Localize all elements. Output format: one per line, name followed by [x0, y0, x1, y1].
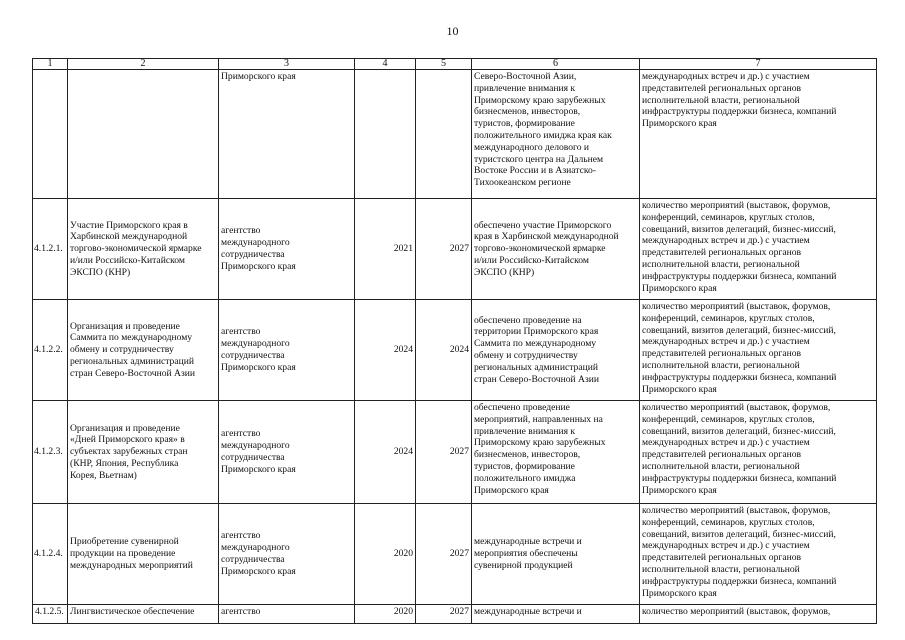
- table-row: [33, 300, 877, 401]
- item-result: обеспечено проведение на территории Приморского края Саммита по международному обмену и сотрудничеству региональных администраций стран Северо-Восточной Азии: [472, 300, 640, 401]
- column-number: 2: [68, 59, 219, 70]
- table-row: [33, 199, 877, 300]
- item-code: 4.1.2.2.: [33, 300, 68, 401]
- item-code: 4.1.2.1.: [33, 199, 68, 300]
- column-number: 1: [33, 59, 68, 70]
- table-row: [33, 70, 877, 199]
- item-executor: агентство международного сотрудничества Приморского края: [219, 401, 355, 504]
- item-code: 4.1.2.4.: [33, 504, 68, 605]
- column-number: 6: [472, 59, 640, 70]
- item-start-year: 2020: [355, 504, 416, 605]
- item-code: [33, 70, 68, 199]
- item-end-year: [416, 70, 472, 199]
- table-row: [33, 504, 877, 605]
- item-executor: агентство международного сотрудничества Приморского края: [219, 504, 355, 605]
- item-indicator: количество мероприятий (выставок, форумов, конференций, семинаров, круглых столов, совещаний, визитов делегаций, бизнес-миссий, международных встреч и др.) с участием представителей региональных органов исполнительной власти, региональной инфраструктуры поддержки бизнеса, компаний Приморского края: [640, 300, 877, 401]
- item-result: обеспечено проведение мероприятий, направленных на привлечение внимания к Приморскому краю зарубежных бизнесменов, инвесторов, туристов, формирование положительного имиджа Приморского края: [472, 401, 640, 504]
- item-start-year: 2024: [355, 300, 416, 401]
- table-row: [33, 401, 877, 504]
- item-start-year: 2021: [355, 199, 416, 300]
- item-start-year: 2024: [355, 401, 416, 504]
- item-start-year: 2020: [355, 605, 416, 624]
- item-indicator: количество мероприятий (выставок, форумов,: [640, 605, 877, 624]
- column-number: 7: [640, 59, 877, 70]
- item-end-year: 2027: [416, 605, 472, 624]
- item-end-year: 2027: [416, 199, 472, 300]
- item-name: Лингвистическое обеспечение: [68, 605, 219, 624]
- item-end-year: 2027: [416, 401, 472, 504]
- page-number: 10: [446, 24, 459, 38]
- column-number: 4: [355, 59, 416, 70]
- item-name: Участие Приморского края в Харбинской международной торгово-экономической ярмарке и/или Российско-Китайском ЭКСПО (КНР): [68, 199, 219, 300]
- item-result: международные встречи и: [472, 605, 640, 624]
- program-table: [32, 58, 877, 624]
- item-indicator: количество мероприятий (выставок, форумов, конференций, семинаров, круглых столов, совещаний, визитов делегаций, бизнес-миссий, международных встреч и др.) с участием представителей региональных органов исполнительной власти, региональной инфраструктуры поддержки бизнеса, компаний Приморского края: [640, 199, 877, 300]
- item-executor: агентство международного сотрудничества Приморского края: [219, 199, 355, 300]
- item-indicator: международных встреч и др.) с участием представителей региональных органов исполнительной власти, региональной инфраструктуры поддержки бизнеса, компаний Приморского края: [640, 70, 877, 199]
- item-executor: Приморского края: [219, 70, 355, 199]
- item-end-year: 2024: [416, 300, 472, 401]
- item-end-year: 2027: [416, 504, 472, 605]
- item-name: Организация и проведение «Дней Приморского края» в субъектах зарубежных стран (КНР, Япония, Республика Корея, Вьетнам): [68, 401, 219, 504]
- item-executor: агентство международного сотрудничества Приморского края: [219, 300, 355, 401]
- item-result: Северо-Восточной Азии, привлечение внимания к Приморскому краю зарубежных бизнесменов, инвесторов, туристов, формирование положительного имиджа края как международного делового и туристского центра на Дальнем Востоке России и в Азиатско- Тихоокеанском регионе: [472, 70, 640, 199]
- item-start-year: [355, 70, 416, 199]
- column-number: 3: [219, 59, 355, 70]
- item-name: Организация и проведение Саммита по международному обмену и сотрудничеству региональных администраций стран Северо-Восточной Азии: [68, 300, 219, 401]
- item-name: [68, 70, 219, 199]
- item-code: 4.1.2.3.: [33, 401, 68, 504]
- table-row: [33, 605, 877, 624]
- item-name: Приобретение сувенирной продукции на проведение международных мероприятий: [68, 504, 219, 605]
- column-number: 5: [416, 59, 472, 70]
- item-indicator: количество мероприятий (выставок, форумов, конференций, семинаров, круглых столов, совещаний, визитов делегаций, бизнес-миссий, международных встреч и др.) с участием представителей региональных органов исполнительной власти, региональной инфраструктуры поддержки бизнеса, компаний Приморского края: [640, 504, 877, 605]
- column-number-row: [33, 59, 877, 70]
- item-result: международные встречи и мероприятия обеспечены сувенирной продукцией: [472, 504, 640, 605]
- item-executor: агентство: [219, 605, 355, 624]
- item-result: обеспечено участие Приморского края в Харбинской международной торгово-экономической ярмарке и/или Российско-Китайском ЭКСПО (КНР): [472, 199, 640, 300]
- item-code: 4.1.2.5.: [33, 605, 68, 624]
- item-indicator: количество мероприятий (выставок, форумов, конференций, семинаров, круглых столов, совещаний, визитов делегаций, бизнес-миссий, международных встреч и др.) с участием представителей региональных органов исполнительной власти, региональной инфраструктуры поддержки бизнеса, компаний Приморского края: [640, 401, 877, 504]
